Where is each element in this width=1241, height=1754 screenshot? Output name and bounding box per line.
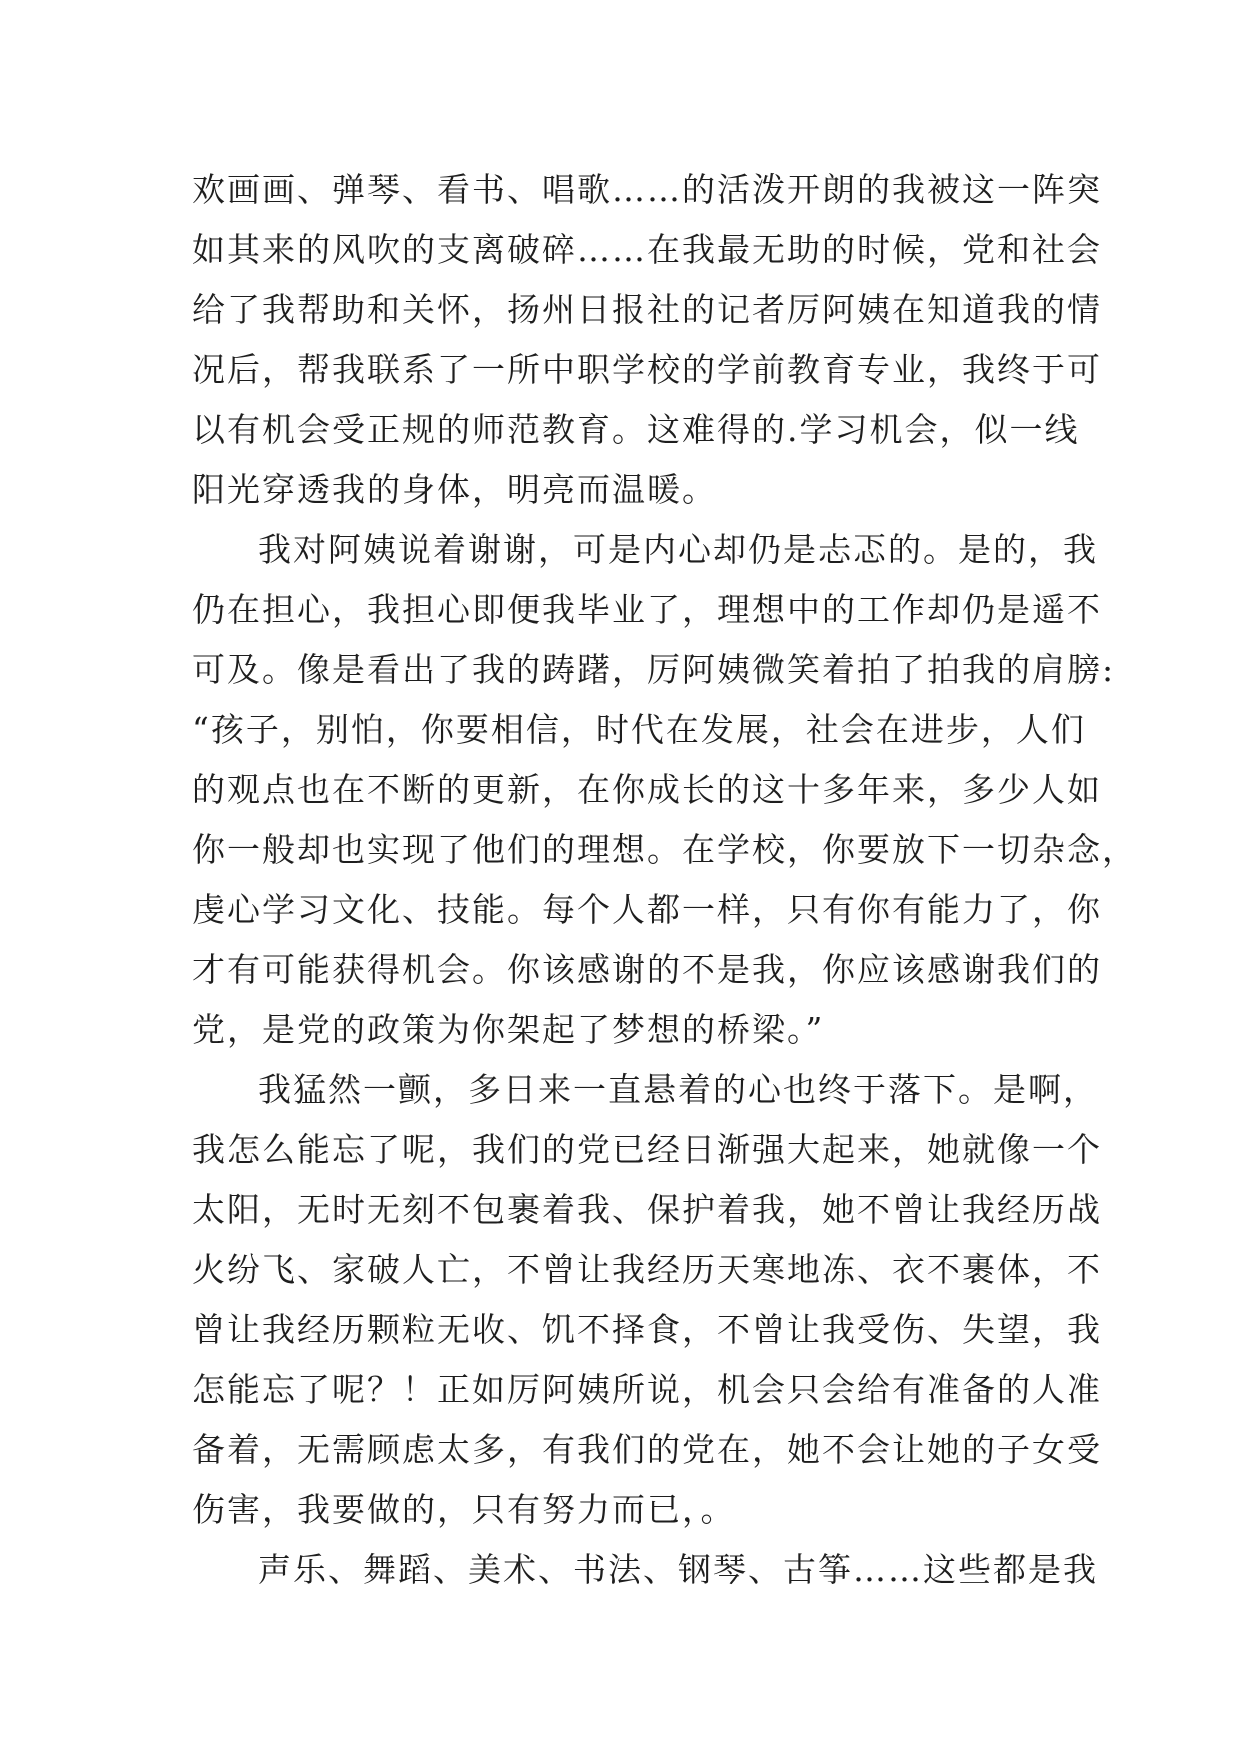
text-line: 备着，无需顾虑太多，有我们的党在，她不会让她的子女受 bbox=[192, 1430, 1102, 1469]
text-line: 才有可能获得机会。你该感谢的不是我，你应该感谢我们的 bbox=[192, 950, 1102, 989]
text-line: 的观点也在不断的更新，在你成长的这十多年来，多少人如 bbox=[192, 770, 1102, 809]
text-line: 曾让我经历颗粒无收、饥不择食，不曾让我受伤、失望，我 bbox=[192, 1310, 1102, 1349]
text-line: 你一般却也实现了他们的理想。在学校，你要放下一切杂念， bbox=[192, 830, 1137, 869]
text-line: 党，是党的政策为你架起了梦想的桥梁。” bbox=[192, 1010, 825, 1049]
text-line: “孩子，别怕，你要相信，时代在发展，社会在进步，人们 bbox=[192, 710, 1086, 749]
text-line: 太阳，无时无刻不包裹着我、保护着我，她不曾让我经历战 bbox=[192, 1190, 1102, 1229]
text-line: 我怎么能忘了呢，我们的党已经日渐强大起来，她就像一个 bbox=[192, 1130, 1102, 1169]
text-line: 况后，帮我联系了一所中职学校的学前教育专业，我终于可 bbox=[192, 350, 1102, 389]
text-line: 伤害，我要做的，只有努力而已，。 bbox=[192, 1490, 736, 1529]
text-line: 我猛然一颤，多日来一直悬着的心也终于落下。是啊， bbox=[258, 1070, 1098, 1109]
document-body bbox=[192, 160, 1137, 1600]
text-line: 以有机会受正规的师范教育。这难得的.学习机会，似一线 bbox=[192, 410, 1080, 449]
text-line: 阳光穿透我的身体，明亮而温暖。 bbox=[192, 470, 717, 509]
text-line: 虔心学习文化、技能。每个人都一样，只有你有能力了，你 bbox=[192, 890, 1102, 929]
text-line: 如其来的风吹的支离破碎……在我最无助的时候，党和社会 bbox=[192, 230, 1102, 269]
text-line: 我对阿姨说着谢谢，可是内心却仍是忐忑的。是的，我 bbox=[258, 530, 1098, 569]
text-line: 声乐、舞蹈、美术、书法、钢琴、古筝……这些都是我 bbox=[258, 1550, 1098, 1589]
text-line: 怎能忘了呢？！正如厉阿姨所说，机会只会给有准备的人准 bbox=[192, 1370, 1102, 1409]
text-line: 可及。像是看出了我的踌躇，厉阿姨微笑着拍了拍我的肩膀: bbox=[192, 650, 1116, 689]
text-line: 欢画画、弹琴、看书、唱歌……的活泼开朗的我被这一阵突 bbox=[192, 170, 1102, 209]
text-line: 给了我帮助和关怀，扬州日报社的记者厉阿姨在知道我的情 bbox=[192, 290, 1102, 329]
text-line: 仍在担心，我担心即便我毕业了，理想中的工作却仍是遥不 bbox=[192, 590, 1102, 629]
text-line: 火纷飞、家破人亡，不曾让我经历天寒地冻、衣不裹体，不 bbox=[192, 1250, 1102, 1289]
